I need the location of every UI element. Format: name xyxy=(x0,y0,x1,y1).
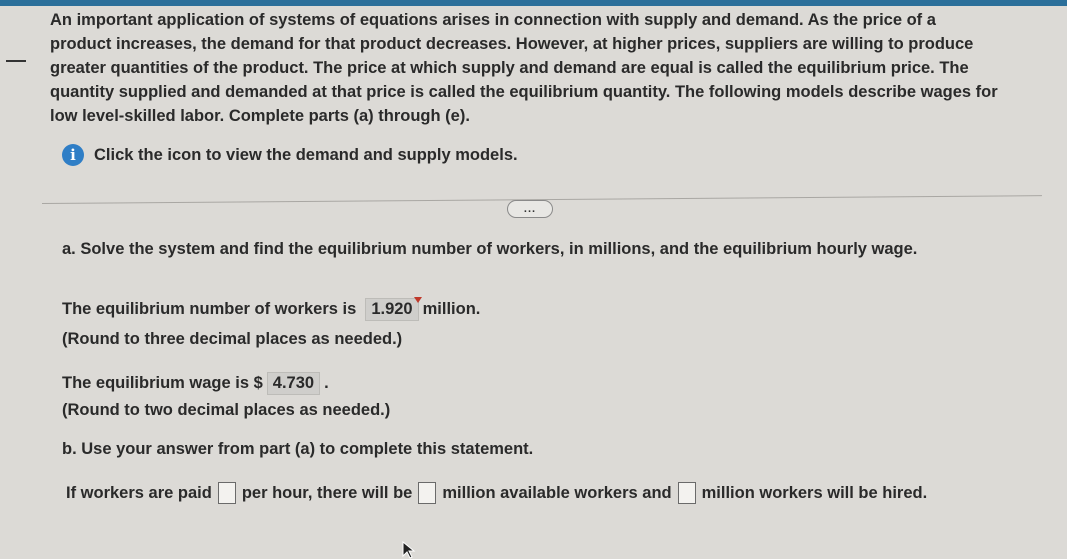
part-a-question: a. Solve the system and find the equilibrium number of workers, in millions, and the equilibrium hourly wage. xyxy=(62,240,918,258)
workers-prefix: The equilibrium number of workers is xyxy=(62,300,357,318)
side-collapse-dash[interactable] xyxy=(6,60,26,62)
problem-intro xyxy=(50,8,1035,128)
expand-more-button[interactable]: ... xyxy=(507,200,553,218)
intro-line: low level-skilled labor. Complete parts (a) through (e). xyxy=(50,107,470,125)
available-workers-input-box[interactable] xyxy=(418,482,436,504)
wage-input-box[interactable] xyxy=(218,482,236,504)
info-text: Click the icon to view the demand and supply models. xyxy=(94,145,518,164)
info-icon[interactable]: i xyxy=(62,144,84,166)
intro-line: product increases, the demand for that product decreases. However, at higher prices, suppliers are willing to produce xyxy=(50,35,974,53)
part-b-statement xyxy=(66,482,927,504)
hired-workers-input-box[interactable] xyxy=(678,482,696,504)
workers-suffix: million. xyxy=(422,300,481,318)
statement-segment: per hour, there will be xyxy=(241,483,413,502)
wage-answer-line xyxy=(62,372,329,395)
statement-segment: million available workers and xyxy=(442,483,672,502)
intro-line: An important application of systems of equations arises in connection with supply and demand. As the price of a xyxy=(50,11,936,29)
mouse-cursor-icon xyxy=(402,541,416,559)
statement-segment: If workers are paid xyxy=(66,483,212,502)
top-accent-bar xyxy=(0,0,1067,6)
info-row xyxy=(62,143,518,167)
wage-suffix: . xyxy=(324,374,329,392)
workers-answer-value: 1.920 xyxy=(371,300,413,318)
intro-line: greater quantities of the product. The price at which supply and demand are equal is called the equilibrium price. The xyxy=(50,59,969,77)
workers-answer-line xyxy=(62,298,480,321)
intro-line: quantity supplied and demanded at that price is called the equilibrium quantity. The following models describe wages for xyxy=(50,83,998,101)
workers-hint: (Round to three decimal places as needed.) xyxy=(62,330,403,348)
statement-segment: million workers will be hired. xyxy=(701,483,928,502)
workers-answer-field[interactable] xyxy=(365,298,418,321)
wage-answer-field[interactable] xyxy=(267,372,320,395)
part-b-question: b. Use your answer from part (a) to complete this statement. xyxy=(62,440,534,458)
wage-prefix: The equilibrium wage is $ xyxy=(62,374,263,392)
edit-marker-icon xyxy=(414,297,422,303)
wage-hint: (Round to two decimal places as needed.) xyxy=(62,401,391,419)
wage-answer-value: 4.730 xyxy=(272,374,315,392)
